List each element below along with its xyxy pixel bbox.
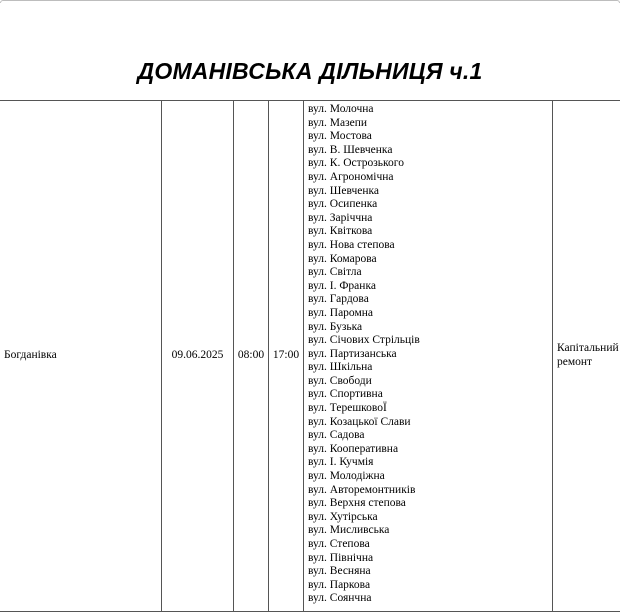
start-time-cell: 08:00 [234, 101, 269, 612]
street-item: вул. Гардова [308, 293, 552, 307]
table-row [0, 101, 620, 612]
streets-cell [304, 101, 553, 612]
street-item: вул. Квіткова [308, 225, 552, 239]
street-item: вул. Мазепи [308, 117, 552, 131]
page-frame [0, 0, 620, 3]
page-title: ДОМАНІВСЬКА ДІЛЬНИЦЯ ч.1 [0, 58, 620, 85]
street-item: вул. Паркова [308, 579, 552, 593]
street-item: вул. Мостова [308, 130, 552, 144]
street-item: вул. Паромна [308, 307, 552, 321]
end-time-cell: 17:00 [269, 101, 304, 612]
street-item: вул. Козацької Слави [308, 416, 552, 430]
street-item: вул. І. Кучмія [308, 456, 552, 470]
street-item: вул. Мисливська [308, 524, 552, 538]
street-item: вул. Молодіжна [308, 470, 552, 484]
village-cell: Богданівка [0, 101, 162, 612]
street-item: вул. К. Острозького [308, 157, 552, 171]
street-item: вул. Спортивна [308, 388, 552, 402]
street-item: вул. Степова [308, 538, 552, 552]
street-item: вул. Січових Стрільців [308, 334, 552, 348]
street-item: вул. Авторемонтників [308, 484, 552, 498]
street-item: вул. Шкільна [308, 361, 552, 375]
street-item: вул. Заріччна [308, 212, 552, 226]
street-item: вул. Весняна [308, 565, 552, 579]
street-item: вул. Північна [308, 552, 552, 566]
street-item: вул. І. Франка [308, 280, 552, 294]
street-item: вул. Світла [308, 266, 552, 280]
street-item: вул. Молочна [308, 103, 552, 117]
street-item: вул. Свободи [308, 375, 552, 389]
street-item: вул. Комарова [308, 253, 552, 267]
street-item: вул. Кооперативна [308, 443, 552, 457]
street-item: вул. В. Шевченка [308, 144, 552, 158]
street-item: вул. Шевченка [308, 185, 552, 199]
street-item: вул. Соянчна [308, 592, 552, 606]
schedule-table [0, 100, 620, 612]
street-item: вул. ТерешковоЇ [308, 402, 552, 416]
street-item: вул. Агрономічна [308, 171, 552, 185]
street-item: вул. Верхня степова [308, 497, 552, 511]
street-item: вул. Бузька [308, 321, 552, 335]
reason-cell: Капітальний ремонт [553, 101, 620, 612]
street-item: вул. Хутірська [308, 511, 552, 525]
date-cell: 09.06.2025 [162, 101, 234, 612]
street-item: вул. Нова степова [308, 239, 552, 253]
street-item: вул. Партизанська [308, 348, 552, 362]
street-item: вул. Осипенка [308, 198, 552, 212]
street-item: вул. Садова [308, 429, 552, 443]
